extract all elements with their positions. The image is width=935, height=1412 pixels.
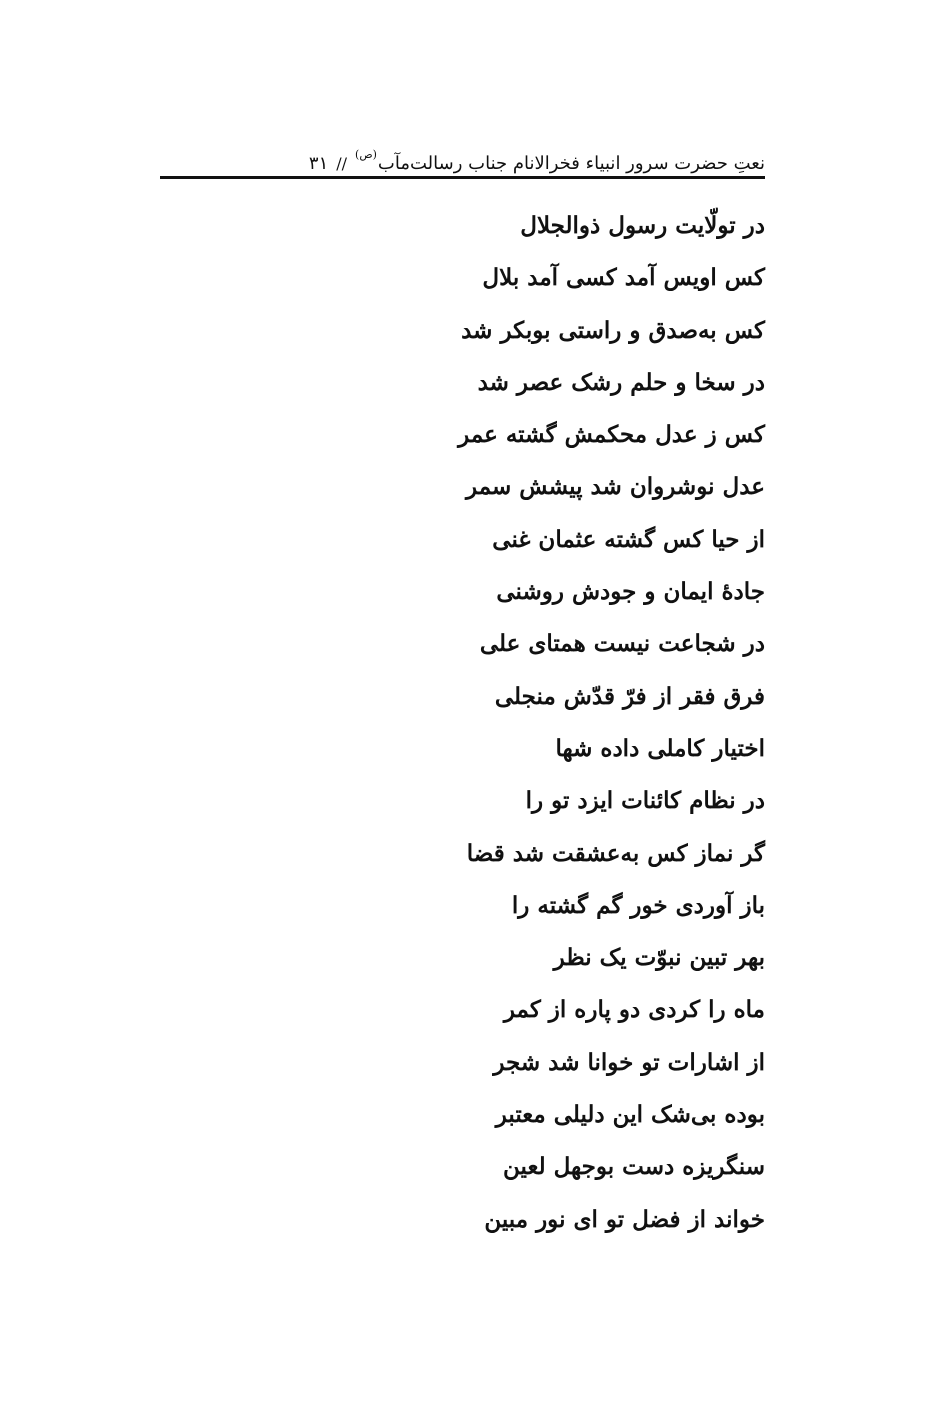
header-rule xyxy=(160,176,765,179)
verse-line: گر نماز کس به‌عشقت شد قضا xyxy=(466,839,765,867)
verse-list xyxy=(345,200,765,1246)
verse-line: بهر تبین نبوّت یک نظر xyxy=(553,944,765,972)
header-title: نعتِ حضرت سرور انبیاء فخرالانام جناب رسالت‌مآب xyxy=(377,153,765,174)
verse-line: در نظام کائنات ایزد تو را xyxy=(525,787,765,815)
verse-line: جادهٔ ایمان و جودش روشنی xyxy=(496,578,765,606)
verse-line: از حیا کس گشته عثمان غنی xyxy=(492,525,765,553)
header-separator: // xyxy=(336,154,348,173)
verse-line: در سخا و حلم رشک عصر شد xyxy=(477,368,765,396)
verse-line: سنگریزه دست بوجهل لعین xyxy=(503,1153,765,1181)
page-number: ۳۱ xyxy=(308,153,329,174)
verse-line: کس ز عدل محکمش گشته عمر xyxy=(458,421,765,449)
verse-line: ماه را کردی دو پاره از کمر xyxy=(503,996,765,1024)
verse-line: اختیار کاملی داده شها xyxy=(555,734,765,762)
verse-line: در تولّایت رسول ذوالجلال xyxy=(520,212,765,239)
running-header xyxy=(160,136,765,176)
verse-line: بوده بی‌شک این دلیلی معتبر xyxy=(495,1101,765,1129)
verse-line: فرق فقر از فرّ قدّش منجلی xyxy=(494,682,765,710)
verse-line: عدل نوشروان شد پیشش سمر xyxy=(466,473,765,501)
header-honorific: (ص) xyxy=(355,148,377,161)
verse-line: کس اویس آمد کسی آمد بلال xyxy=(482,264,765,292)
verse-line: باز آوردی خور گم گشته را xyxy=(511,891,765,919)
verse-line: در شجاعت نیست همتای علی xyxy=(479,630,765,658)
verse-line: خواند از فضل تو ای نور مبین xyxy=(484,1205,765,1233)
verse-line: کس به‌صدق و راستی بوبکر شد xyxy=(461,316,765,344)
verse-line: از اشارات تو خوانا شد شجر xyxy=(493,1048,765,1076)
